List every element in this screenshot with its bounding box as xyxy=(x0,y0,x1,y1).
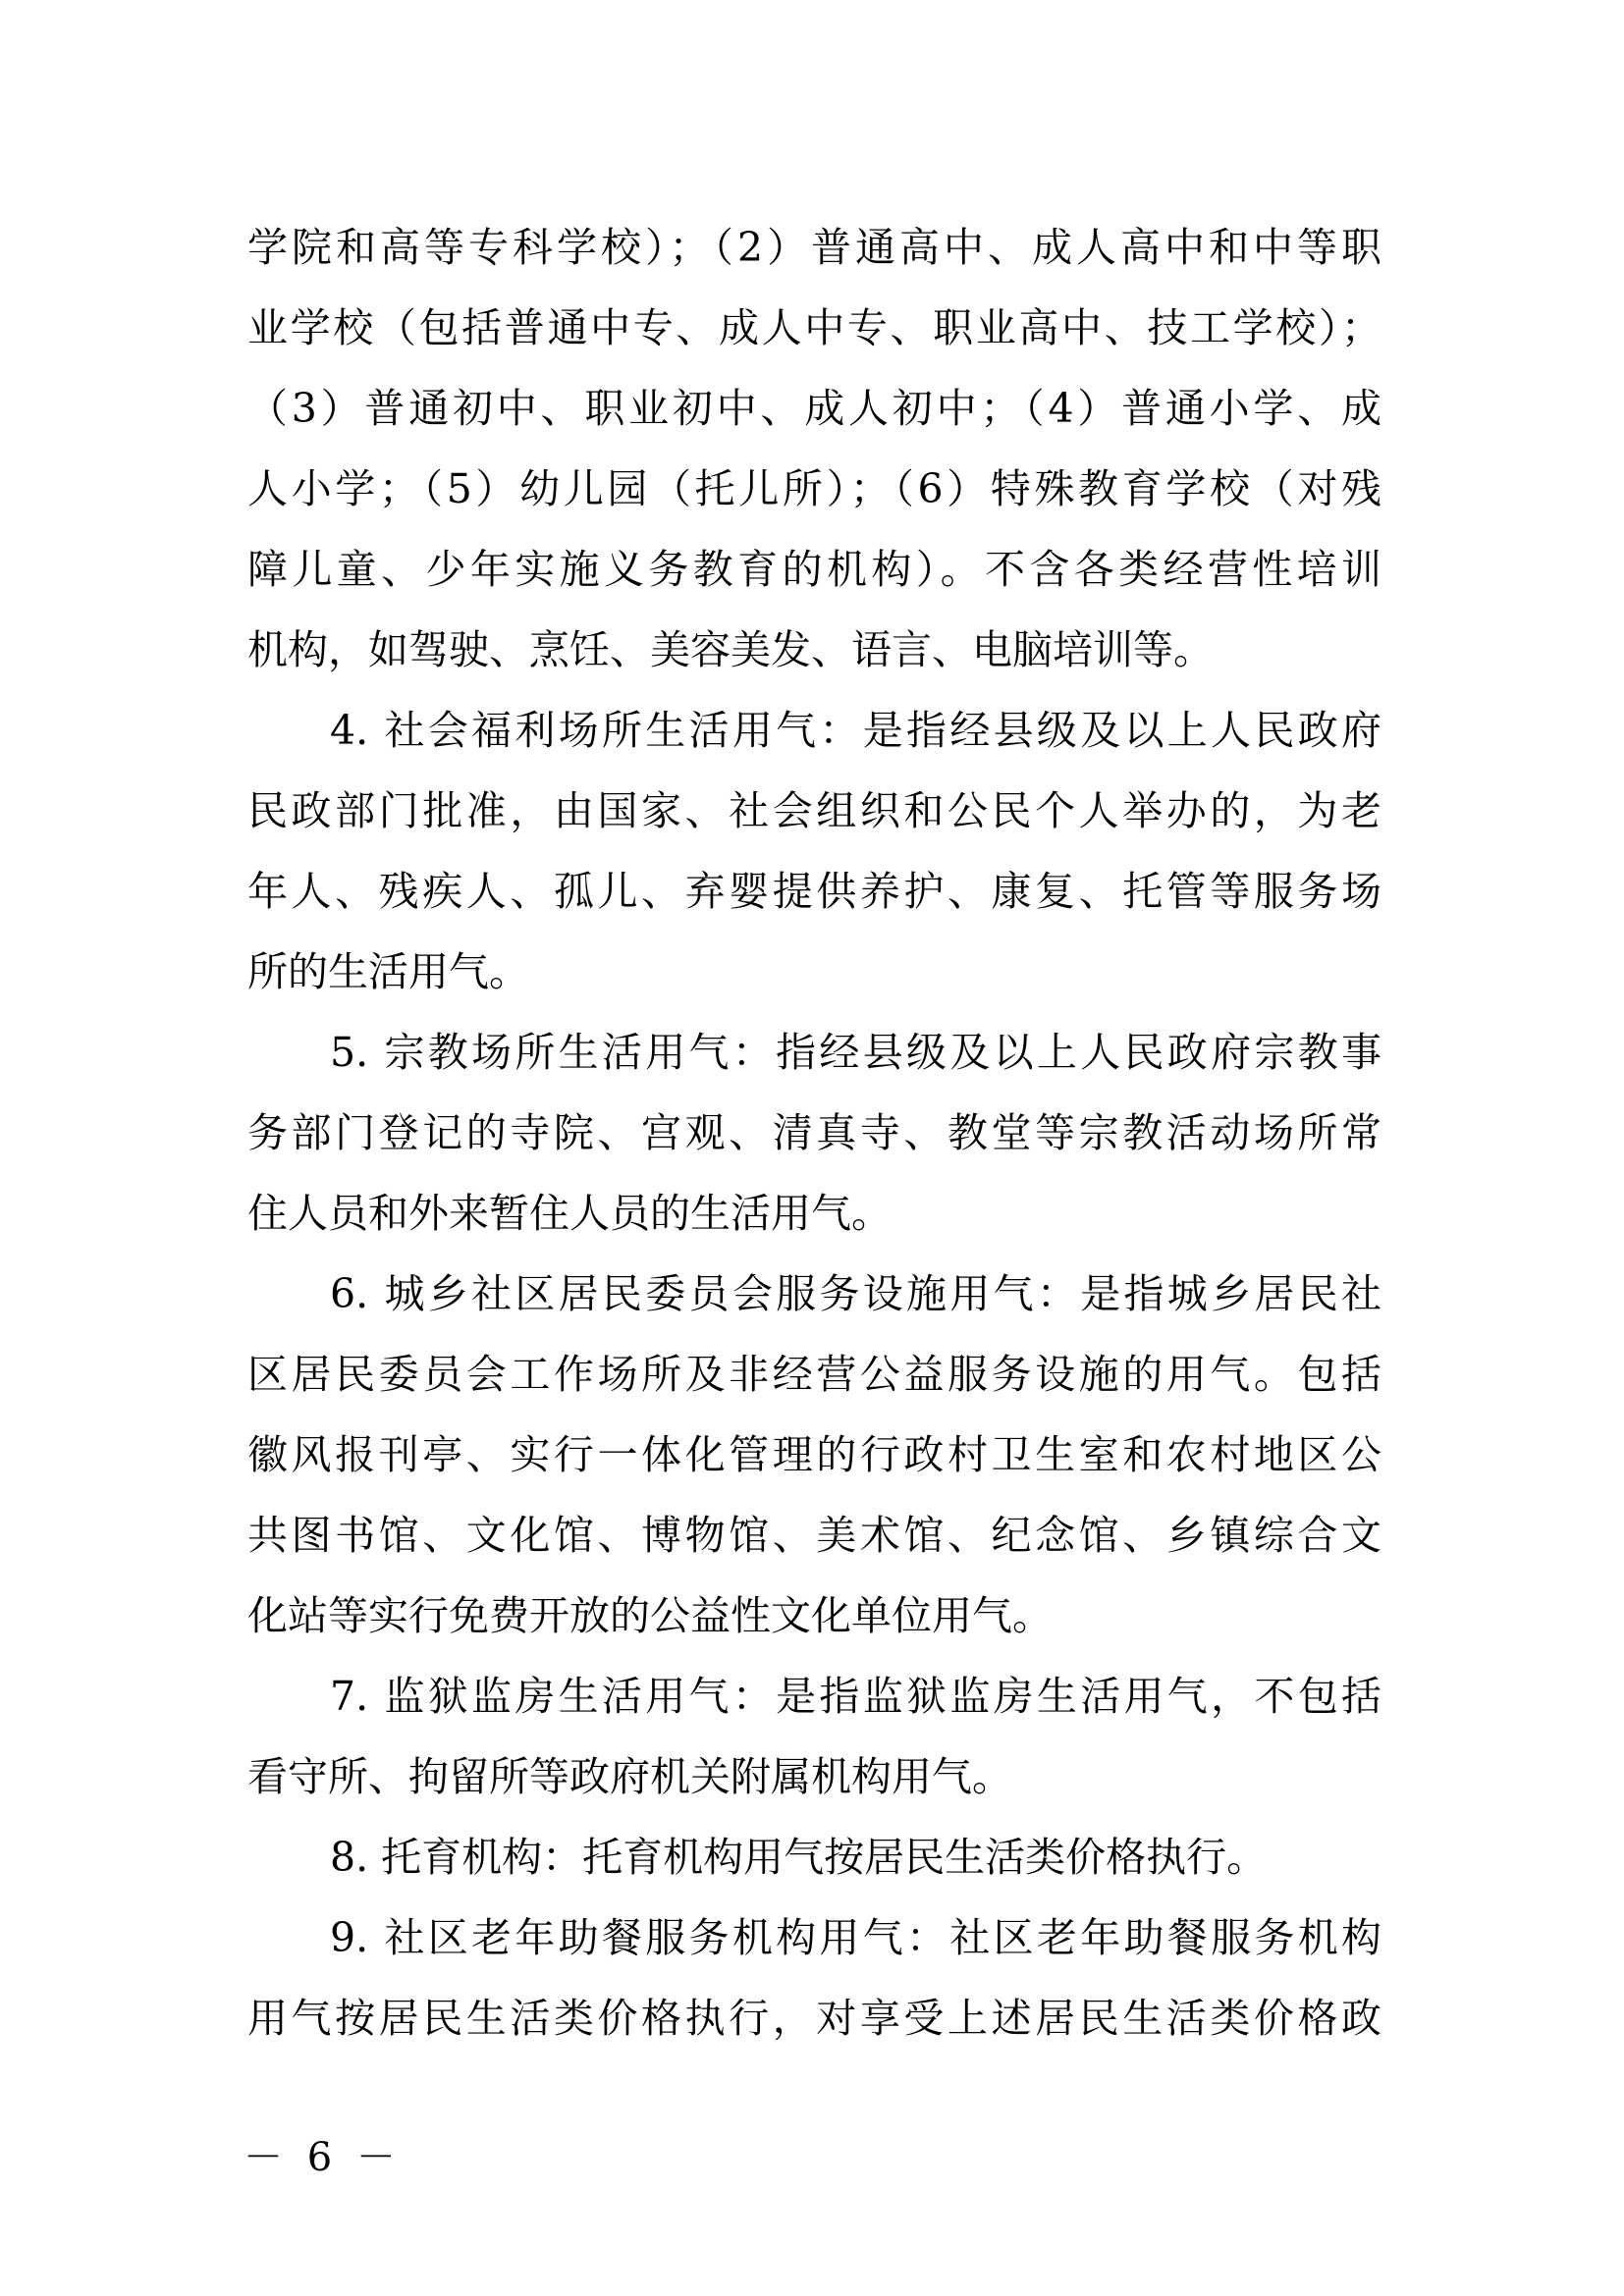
text-line: 务部门登记的寺院、宫观、清真寺、教堂等宗教活动场所常 xyxy=(247,1109,1381,1156)
text-line: 看守所、拘留所等政府机关附属机构用气。 xyxy=(247,1753,1012,1800)
text-line: 化站等实行免费开放的公益性文化单位用气。 xyxy=(247,1592,1053,1639)
text-line: 7. 监狱监房生活用气：是指监狱监房生活用气，不包括 xyxy=(330,1673,1381,1720)
text-line: 5. 宗教场所生活用气：指经县级及以上人民政府宗教事 xyxy=(330,1029,1381,1076)
text-line: 人小学；（5）幼儿园（托儿所）；（6）特殊教育学校（对残 xyxy=(247,465,1381,512)
page-number: － 6 － xyxy=(244,2135,402,2180)
text-line: 业学校（包括普通中专、成人中专、职业高中、技工学校）； xyxy=(247,304,1381,351)
text-line: 徽风报刊亭、实行一体化管理的行政村卫生室和农村地区公 xyxy=(247,1431,1381,1478)
text-line: 9. 社区老年助餐服务机构用气：社区老年助餐服务机构 xyxy=(330,1914,1381,1961)
text-line: 区居民委员会工作场所及非经营公益服务设施的用气。包括 xyxy=(247,1351,1381,1398)
text-line: 民政部门批准，由国家、社会组织和公民个人举办的，为老 xyxy=(247,787,1381,834)
text-line: （3）普通初中、职业初中、成人初中；（4）普通小学、成 xyxy=(247,385,1381,432)
text-line: 障儿童、少年实施义务教育的机构）。不含各类经营性培训 xyxy=(247,546,1381,593)
text-line: 4. 社会福利场所生活用气：是指经县级及以上人民政府 xyxy=(330,707,1381,754)
text-line: 6. 城乡社区居民委员会服务设施用气：是指城乡居民社 xyxy=(330,1270,1381,1317)
text-line: 机构，如驾驶、烹饪、美容美发、语言、电脑培训等。 xyxy=(247,626,1214,673)
text-line: 年人、残疾人、孤儿、弃婴提供养护、康复、托管等服务场 xyxy=(247,868,1381,915)
text-line: 8. 托育机构：托育机构用气按居民生活类价格执行。 xyxy=(330,1834,1268,1881)
text-line: 学院和高等专科学校）；（2）普通高中、成人高中和中等职 xyxy=(247,224,1381,271)
text-line: 住人员和外来暂住人员的生活用气。 xyxy=(247,1190,892,1237)
text-line: 所的生活用气。 xyxy=(247,948,529,995)
text-line: 用气按居民生活类价格执行，对享受上述居民生活类价格政 xyxy=(247,1995,1381,2042)
text-line: 共图书馆、文化馆、博物馆、美术馆、纪念馆、乡镇综合文 xyxy=(247,1512,1381,1559)
